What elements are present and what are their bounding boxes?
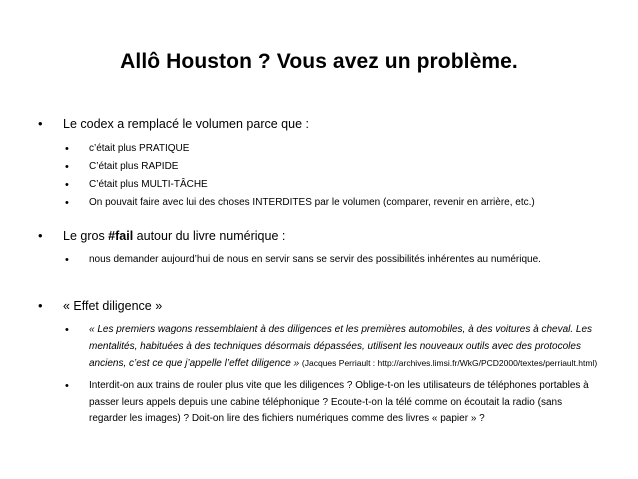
bullet-icon: • xyxy=(65,161,69,173)
bullet-icon: • xyxy=(38,116,43,131)
sub-bullet-text: nous demander aujourd’hui de nous en servir sans se servir des possibilités inhérentes au numérique. xyxy=(89,254,541,265)
sub-bullet-text: C’était plus MULTI-TÂCHE xyxy=(89,179,208,190)
slide-title: Allô Houston ? Vous avez un problème. xyxy=(120,50,518,73)
bullet-text: « Effet diligence » xyxy=(63,299,163,313)
sub-bullet-text: c’était plus PRATIQUE xyxy=(89,143,190,154)
perriault-quote: « Les premiers wagons ressemblaient à des diligences et les premières automobiles, à des voitures à cheval. Les mentalités, habituées à des techniques désormais dépassées, utilisent les nouveaux outils avec des protocoles anciens, c’est ce que j’appelle l’effet diligence » xyxy=(89,324,593,369)
quote-text xyxy=(89,322,612,373)
bullet-text: Le gros #fail autour du livre numérique : xyxy=(63,229,286,243)
bullet-icon: • xyxy=(65,324,69,336)
fail-hashtag: #fail xyxy=(108,229,134,243)
bullet-icon: • xyxy=(65,143,69,155)
quote-citation: (Jacques Perriault : http://archives.limsi.fr/WkG/PCD2000/textes/perriault.html) xyxy=(301,358,598,368)
bullet-icon: • xyxy=(65,380,69,392)
bullet-icon: • xyxy=(65,254,69,266)
bullet-text: Le codex a remplacé le volumen parce que : xyxy=(63,117,309,131)
sub-bullet-text: Interdit-on aux trains de rouler plus vite que les diligences ? Oblige-t-on les utilisateurs de téléphones portables à passer leurs appels depuis une cabine téléphonique ? Ecoute-t-on la télé comme on écoutait la radio (sans regarder les images) ? Doit-on lire des fichiers numériques comme des livres « papier » ? xyxy=(89,380,589,424)
bullet-icon: • xyxy=(65,179,69,191)
sub-bullet-text: On pouvait faire avec lui des choses INTERDITES par le volumen (comparer, revenir en arrière, etc.) xyxy=(89,197,535,208)
bullet-icon: • xyxy=(38,298,43,313)
bullet-icon: • xyxy=(38,228,43,243)
sub-bullet-text: C’était plus RAPIDE xyxy=(89,161,179,172)
bullet-icon: • xyxy=(65,197,69,209)
